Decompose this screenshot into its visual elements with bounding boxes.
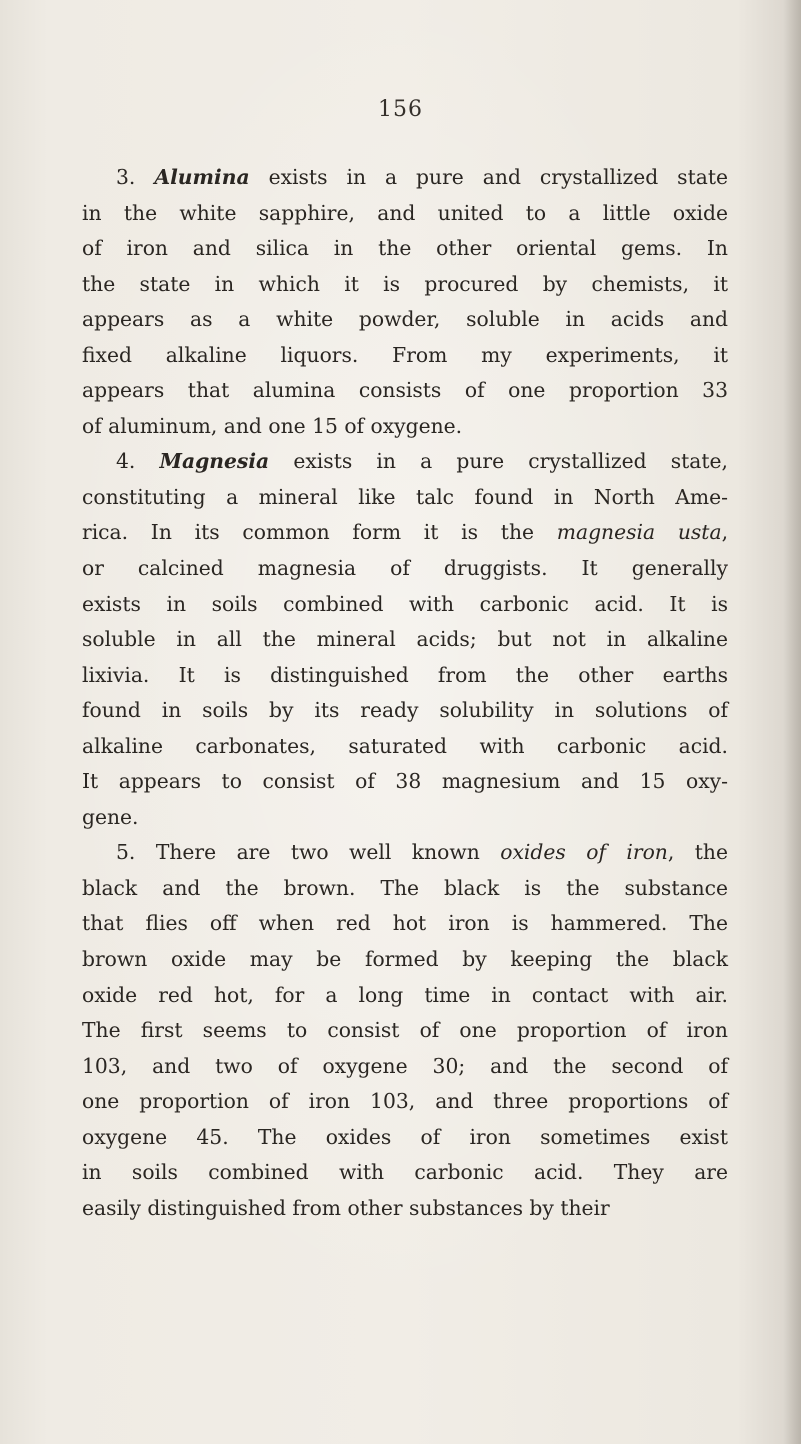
- text-run: black and the brown. The black is the substance: [82, 875, 728, 900]
- text-line: [82, 267, 728, 303]
- text-run: or calcined magnesia of druggists. It generally: [82, 556, 728, 581]
- text-run: the state in which it is procured by chemists, it: [82, 271, 728, 296]
- text-line: [82, 835, 728, 871]
- text-run: easily distinguished from other substances by their: [82, 1195, 610, 1220]
- text-run: appears as a white powder, soluble in acids and: [82, 307, 728, 332]
- text-run: exists in soils combined with carbonic acid. It is: [82, 591, 728, 616]
- text-line: [82, 1155, 728, 1191]
- text-line: [82, 480, 728, 516]
- text-run: gene.: [82, 804, 139, 829]
- text-line: [82, 800, 728, 836]
- paragraph-p5: [82, 835, 728, 1226]
- text-line: [82, 729, 728, 765]
- text-run: oxygene 45. The oxides of iron sometimes exist: [82, 1124, 728, 1149]
- text-line: [82, 338, 728, 374]
- text-line: [82, 906, 728, 942]
- body-text: [82, 160, 728, 1226]
- text-line: [82, 373, 728, 409]
- text-run: rica. In its common form it is the: [82, 520, 557, 545]
- text-run: The first seems to consist of one proportion of iron: [82, 1018, 728, 1043]
- text-line: [82, 515, 728, 551]
- text-run: of aluminum, and one 15 of oxygene.: [82, 413, 463, 438]
- heading-term: Alumina: [154, 165, 250, 189]
- text-run: one proportion of iron 103, and three proportions of: [82, 1089, 728, 1114]
- text-run: constituting a mineral like talc found in North Ame-: [82, 484, 728, 509]
- paragraph-p3: [82, 160, 728, 444]
- heading-term: Magnesia: [159, 449, 270, 474]
- text-run: , the: [667, 840, 728, 865]
- italic-term: oxides of iron: [500, 840, 668, 865]
- text-line: [82, 622, 728, 658]
- text-run: It appears to consist of 38 magnesium and 15 oxy-: [82, 769, 728, 794]
- text-run: 4.: [116, 449, 160, 474]
- italic-term: magnesia usta: [556, 520, 722, 545]
- text-line: [82, 160, 728, 196]
- page-number: 156: [378, 97, 423, 122]
- text-line: [82, 231, 728, 267]
- text-run: fixed alkaline liquors. From my experiments, it: [82, 342, 728, 367]
- text-run: alkaline carbonates, saturated with carbonic acid.: [82, 733, 728, 758]
- text-line: [82, 587, 728, 623]
- text-run: exists in a pure and crystallized state: [249, 165, 728, 189]
- text-run: in the white sapphire, and united to a little oxide: [82, 200, 728, 225]
- text-line: [82, 1120, 728, 1156]
- text-run: in soils combined with carbonic acid. They are: [82, 1160, 728, 1185]
- text-line: [82, 196, 728, 232]
- text-run: soluble in all the mineral acids; but not in alkaline: [82, 627, 728, 652]
- text-run: exists in a pure crystallized state,: [269, 449, 728, 474]
- text-line: [82, 444, 728, 480]
- paragraph-p4: [82, 444, 728, 835]
- text-line: [82, 871, 728, 907]
- text-run: found in soils by its ready solubility in solutions of: [82, 698, 728, 723]
- text-line: [82, 942, 728, 978]
- text-run: of iron and silica in the other oriental gems. In: [82, 236, 728, 261]
- text-line: [82, 658, 728, 694]
- text-line: [82, 1191, 728, 1227]
- text-line: [82, 302, 728, 338]
- text-run: 3.: [116, 165, 155, 189]
- text-run: appears that alumina consists of one proportion 33: [82, 378, 728, 403]
- page-edge-shadow: [783, 0, 801, 1444]
- text-run: that flies off when red hot iron is hammered. The: [82, 911, 728, 936]
- text-line: [82, 409, 728, 445]
- text-run: brown oxide may be formed by keeping the black: [82, 947, 728, 972]
- text-line: [82, 551, 728, 587]
- text-run: lixivia. It is distinguished from the other earths: [82, 662, 728, 687]
- text-run: oxide red hot, for a long time in contact with air.: [82, 982, 728, 1007]
- text-line: [82, 1084, 728, 1120]
- text-run: 5. There are two well known: [116, 840, 501, 865]
- text-run: ,: [721, 520, 729, 545]
- text-line: [82, 693, 728, 729]
- text-line: [82, 764, 728, 800]
- text-line: [82, 978, 728, 1014]
- text-line: [82, 1049, 728, 1085]
- text-run: 103, and two of oxygene 30; and the second of: [82, 1053, 728, 1078]
- text-line: [82, 1013, 728, 1049]
